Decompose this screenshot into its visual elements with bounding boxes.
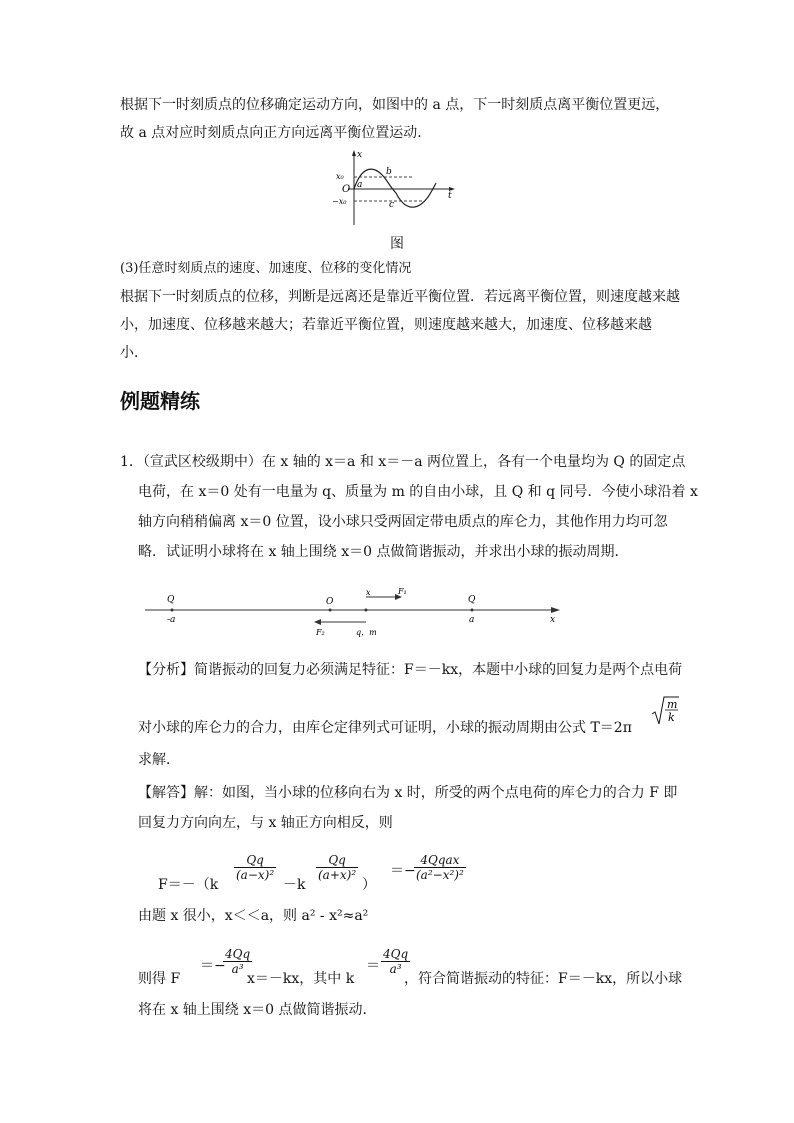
label-q-m: q，m — [356, 628, 377, 637]
x-axis-arrow — [352, 150, 356, 156]
section-3-line-2: 小，加速度、位移越来越大；若靠近平衡位置，则速度越来越大，加速度、位移越来越 — [120, 317, 652, 333]
result-eq-neg: ＝− — [200, 958, 226, 974]
question-line-3: 轴方向稍稍偏离 x＝0 位置，设小球只受两固定带电质点的库仑力，其他作用力均可忽 — [138, 514, 668, 530]
label-q-right: Q — [468, 595, 476, 605]
fraction-4-numerator: 4Qq — [225, 947, 251, 961]
label-a: a — [469, 615, 475, 625]
formula-minus-k: －k — [283, 877, 306, 893]
section-3-line-3: 小． — [120, 345, 148, 361]
sqrt-symbol — [650, 694, 680, 728]
fraction-5-denominator: a³ — [389, 962, 402, 976]
final-line: 将在 x 轴上围绕 x＝0 点做简谐振动． — [138, 1002, 377, 1018]
formula-f-prefix: F＝－（k — [158, 877, 219, 893]
label-t-axis: t — [448, 191, 452, 201]
fraction-4-denominator: a³ — [231, 962, 244, 976]
question-line-4: 略．试证明小球将在 x 轴上围绕 x＝0 点做简谐振动，并求出小球的振动周期． — [138, 544, 629, 560]
formula-eq-neg: ＝− — [390, 863, 416, 879]
label-b: b — [386, 167, 392, 177]
approximation-line: 由题 x 很小，x＜＜a，则 a² - x²≈a² — [138, 908, 369, 924]
axis-figure — [140, 585, 570, 640]
label-neg-a: -a — [167, 615, 176, 625]
point-x — [365, 609, 368, 612]
label-x-axis: x — [357, 150, 363, 160]
question-line-1: 1．（宣武区校级期中）在 x 轴的 x＝a 和 x＝－a 两位置上，各有一个电量均为 Q 的固定点 — [120, 454, 686, 470]
label-c: c — [389, 200, 395, 210]
label-a: a — [357, 180, 363, 190]
label-x0: x₀ — [336, 172, 344, 181]
sqrt-denominator: k — [668, 711, 675, 724]
section-3-line-1: 根据下一时刻质点的位移，判断是远离还是靠近平衡位置．若远离平衡位置，则速度越来越 — [120, 289, 680, 305]
question-line-2: 电荷，在 x＝0 处有一电量为 q、质量为 m 的自由小球，且 Q 和 q 同号．今使小球沿着 x — [138, 484, 698, 500]
formula-close-paren: ） — [362, 877, 376, 893]
fraction-5-numerator: 4Qq — [383, 947, 409, 961]
fraction-2 — [316, 853, 358, 882]
answer-line-2: 回复力方向向左，与 x 轴正方向相反，则 — [138, 815, 393, 831]
fraction-2-denominator: (a+x)² — [318, 868, 357, 882]
fraction-1-denominator: (a−x)² — [236, 868, 275, 882]
fraction-3-denominator: (a²−x²)² — [416, 868, 464, 882]
label-x-mark: x — [366, 588, 371, 597]
point-origin — [329, 609, 332, 612]
label-o: O — [326, 597, 334, 607]
figure-caption: 图 — [390, 236, 404, 252]
fraction-2-numerator: Qq — [316, 853, 358, 868]
wave-figure — [330, 147, 460, 227]
point-a — [471, 609, 474, 612]
number-line-arrow — [551, 607, 560, 613]
point-neg-a — [171, 609, 174, 612]
f2-arrowhead — [314, 619, 321, 625]
sqrt-numerator: m — [667, 698, 678, 711]
label-x-end: x — [550, 615, 556, 625]
label-f2: F₂ — [316, 628, 325, 637]
intro-line-1: 根据下一时刻质点的位移确定运动方向，如图中的 a 点，下一时刻质点离平衡位置更远， — [120, 97, 670, 113]
fraction-1 — [234, 853, 276, 882]
label-neg-x0: −x₀ — [332, 197, 347, 206]
label-f1: F₁ — [398, 587, 407, 596]
intro-line-2: 故 a 点对应时刻质点向正方向远离平衡位置运动． — [120, 125, 432, 141]
fraction-3-numerator: 4Qqax — [414, 853, 466, 868]
analysis-line-2: 对小球的库仑力的合力，由库仑定律列式可证明，小球的振动周期由公式 T＝2π — [138, 720, 632, 736]
fraction-3 — [414, 853, 466, 882]
result-tail-text: ，符合简谐振动的特征：F＝－kx，所以小球 — [404, 971, 683, 987]
result-mid-text: x＝－kx，其中 k — [247, 971, 355, 987]
result-prefix: 则得 F — [138, 971, 181, 987]
result-eq: ＝ — [366, 958, 380, 974]
analysis-line-3: 求解． — [138, 752, 180, 768]
label-origin: O — [342, 184, 351, 195]
fraction-1-numerator: Qq — [234, 853, 276, 868]
answer-line-1: 【解答】解：如图，当小球的位移向右为 x 时，所受的两个点电荷的库仑力的合力 F 即 — [138, 785, 678, 801]
analysis-line-1: 【分析】简谐振动的回复力必须满足特征：F＝－kx，本题中小球的回复力是两个点电荷 — [138, 662, 683, 678]
label-q-left: Q — [167, 595, 175, 605]
section-3-title: (3)任意时刻质点的速度、加速度、位移的变化情况 — [120, 261, 412, 276]
section-heading: 例题精练 — [120, 389, 200, 413]
